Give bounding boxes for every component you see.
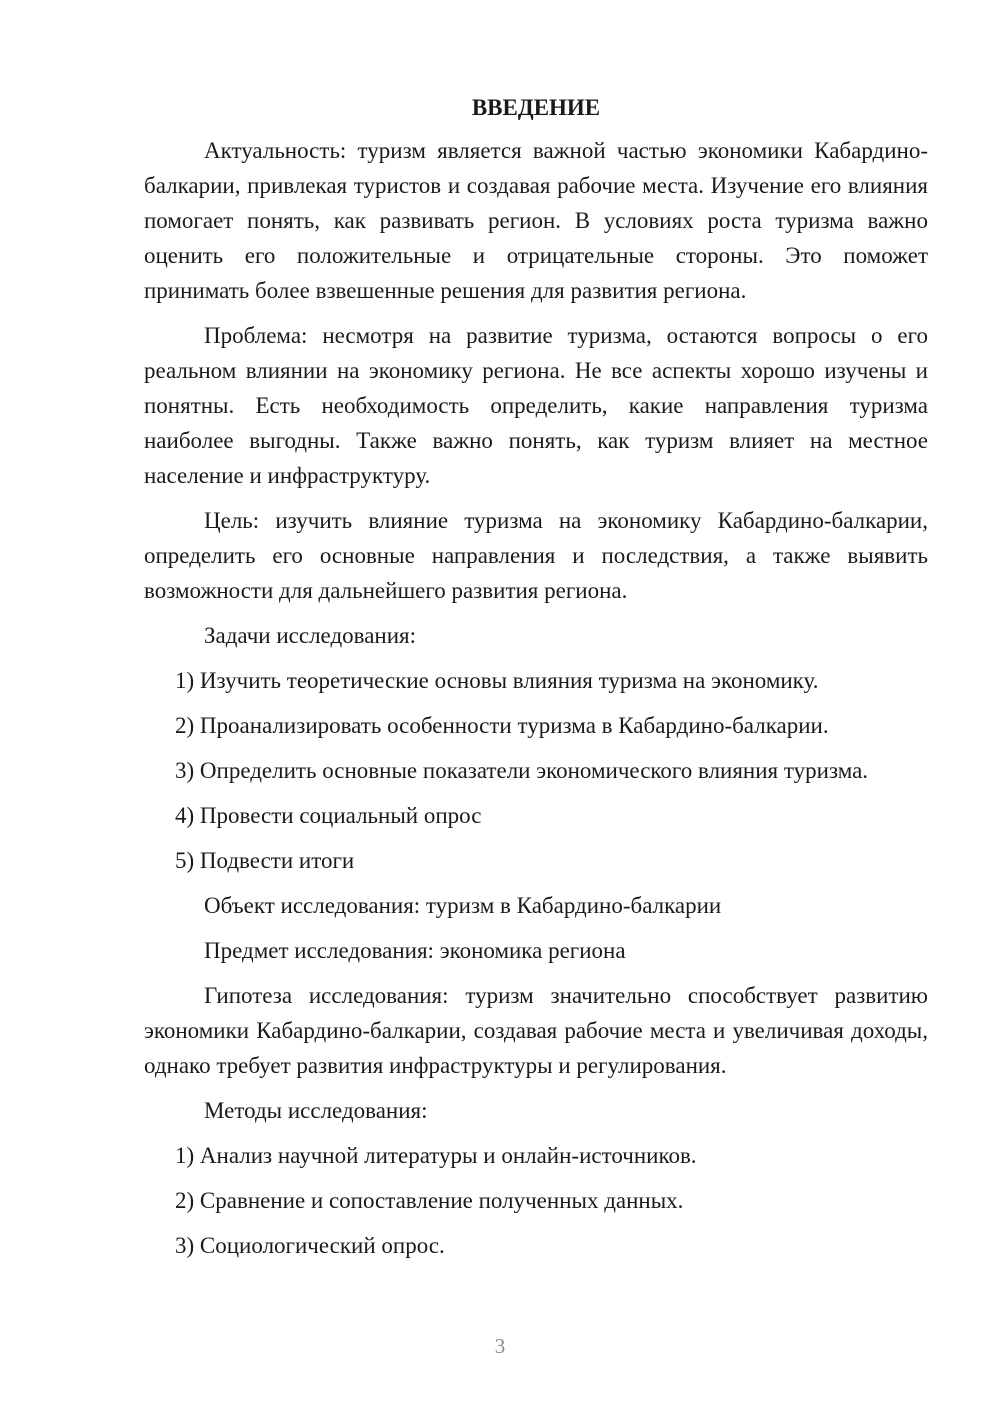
list-item: 2) Сравнение и сопоставление полученных данных. xyxy=(175,1188,684,1213)
list-item: 3) Социологический опрос. xyxy=(175,1233,445,1258)
list-item: 3) Определить основные показатели экономического влияния туризма. xyxy=(175,758,869,783)
hypothesis-paragraph: Гипотеза исследования: туризм значительно способствует развитию экономики Кабардино-балкарии, создавая рабочие места и увеличивая доходы, однако требует развития инфраструктуры и регулирования. xyxy=(144,983,928,1078)
methods-heading: Методы исследования: xyxy=(204,1098,428,1123)
goal-paragraph: Цель: изучить влияние туризма на экономику Кабардино-балкарии, определить его основные направления и последствия, а также выявить возможности для дальнейшего развития региона. xyxy=(144,508,928,603)
relevance-paragraph: Актуальность: туризм является важной частью экономики Кабардино-балкарии, привлекая туристов и создавая рабочие места. Изучение его влияния помогает понять, как развивать регион. В условиях роста туризма важно оценить его положительные и отрицательные стороны. Это поможет принимать более взвешенные решения для развития региона. xyxy=(144,138,928,303)
tasks-list xyxy=(144,663,928,878)
subject-paragraph: Предмет исследования: экономика региона xyxy=(204,938,626,963)
page-number: 3 xyxy=(494,1334,506,1358)
list-item: 5) Подвести итоги xyxy=(175,848,355,873)
problem-paragraph: Проблема: несмотря на развитие туризма, остаются вопросы о его реальном влиянии на экономику региона. Не все аспекты хорошо изучены и понятны. Есть необходимость определить, какие направления туризма наиболее выгодны. Также важно понять, как туризм влияет на местное население и инфраструктуру. xyxy=(144,323,928,488)
list-item: 2) Проанализировать особенности туризма в Кабардино-балкарии. xyxy=(175,713,829,738)
list-item: 4) Провести социальный опрос xyxy=(175,803,482,828)
list-item: 1) Анализ научной литературы и онлайн-источников. xyxy=(175,1143,697,1168)
list-item: 1) Изучить теоретические основы влияния туризма на экономику. xyxy=(175,668,819,693)
methods-list xyxy=(144,1138,928,1263)
tasks-heading: Задачи исследования: xyxy=(204,623,417,648)
document-page xyxy=(144,90,928,1273)
object-paragraph: Объект исследования: туризм в Кабардино-балкарии xyxy=(204,893,722,918)
document-title: ВВЕДЕНИЕ xyxy=(471,95,601,120)
